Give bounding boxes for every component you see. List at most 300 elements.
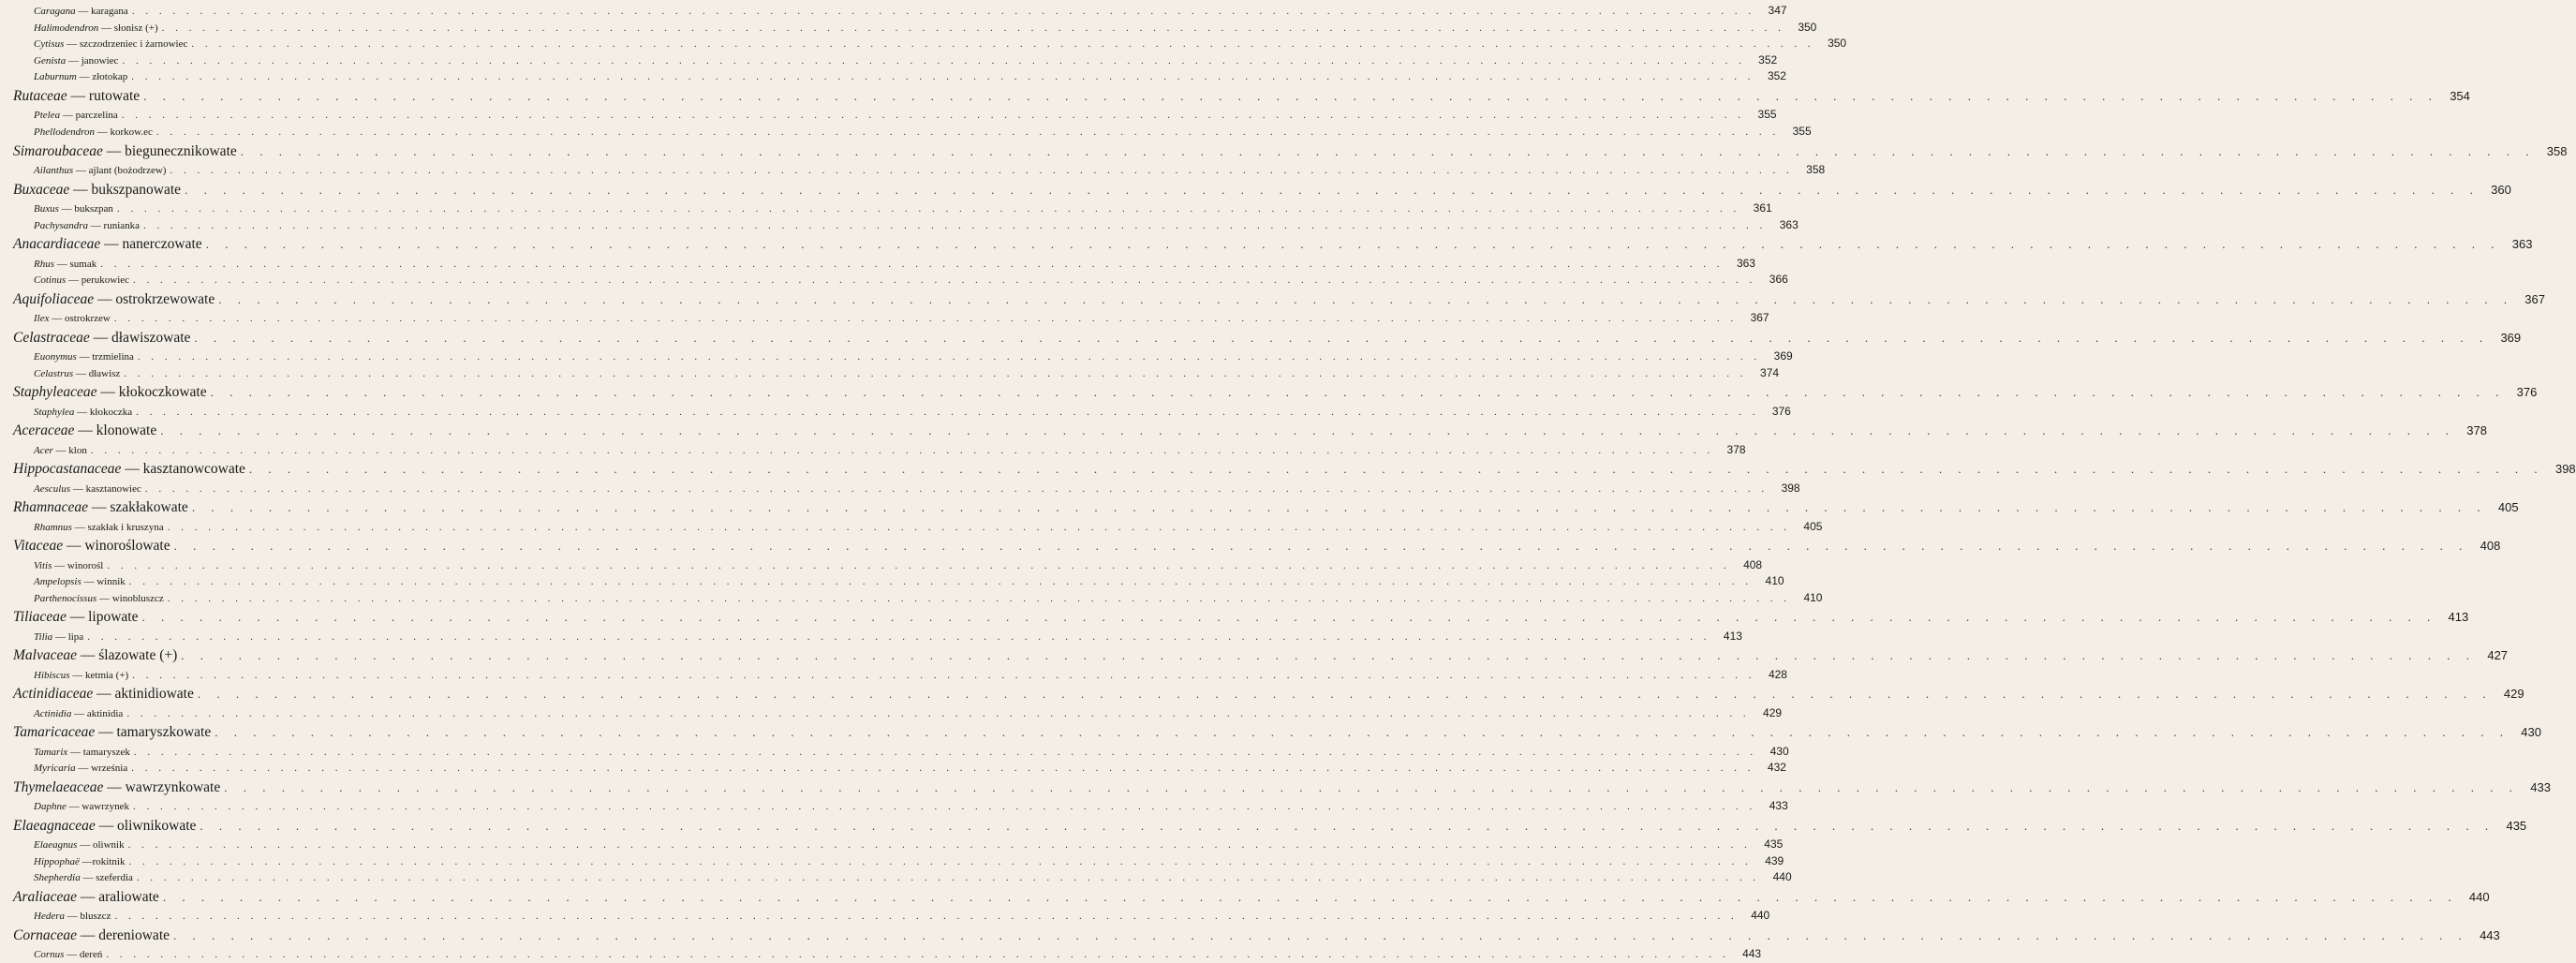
- page-number: 347: [1768, 4, 1787, 17]
- page-number: 369: [2500, 330, 2522, 345]
- latin-name: Aceraceae: [13, 422, 75, 439]
- toc-entry-text: [34, 745, 130, 761]
- dash-separator: —: [52, 559, 67, 571]
- dash-separator: —: [73, 164, 89, 176]
- dash-separator: —: [94, 126, 111, 138]
- latin-name: Cornus: [34, 949, 65, 961]
- toc-entry-text: [34, 125, 153, 141]
- toc-entry-text: [13, 925, 170, 946]
- toc-genus-row: [13, 837, 1784, 853]
- toc-entry-text: [34, 53, 118, 69]
- dot-leader: . . . . . . . . . . . . . . . . . . . . . . . . . . . . . . . . . . . . . . . . . . . . . . . . . . . . . . . . . . . . . . . . . . . . . . . . . . . . . . . . . . . . . . . . . . . . . . . . . . . . . . . . . . . . . . . . . . . . . . . .: [113, 313, 1738, 325]
- dash-separator: —: [75, 763, 92, 775]
- latin-name: Celastrus: [34, 367, 74, 379]
- page-number: 354: [2450, 88, 2470, 103]
- dash-separator: —: [65, 911, 81, 923]
- dot-leader: . . . . . . . . . . . . . . . . . . . . . . . . . . . . . . . . . . . . . . . . . . . . . . . . . . . . . . . . . . . . . . . . . . . . . . . . . . . . . . . . . . . . . . . . . . . . . . . . . . . . . . . . . . . . . . . . . . . . . . . .: [248, 462, 2544, 477]
- toc-entry-text: [34, 349, 134, 365]
- dash-separator: —: [121, 461, 143, 478]
- toc-genus-row: [13, 348, 1793, 365]
- page-number: 413: [2448, 610, 2469, 625]
- toc-genus-row: [13, 217, 1799, 234]
- dash-separator: —: [103, 778, 126, 795]
- toc-entry-text: [13, 141, 237, 162]
- page-number: 410: [1765, 574, 1784, 588]
- latin-name: Hedera: [34, 911, 65, 923]
- latin-name: Simaroubaceae: [13, 142, 103, 159]
- page-number: 398: [2554, 462, 2576, 477]
- dot-leader: . . . . . . . . . . . . . . . . . . . . . . . . . . . . . . . . . . . . . . . . . . . . . . . . . . . . . . . . . . . . . . . . . . . . . . . . . . . . . . . . . . . . . . . . . . . . . . . . . . . . . . . . . . . . . . . . . . . . . . . .: [128, 576, 1753, 588]
- page-number: 361: [1753, 200, 1772, 215]
- polish-name: ostrokrzew: [64, 313, 111, 325]
- page-number: 413: [1723, 629, 1742, 643]
- latin-name: Malvaceae: [13, 647, 77, 664]
- toc-entry-text: [34, 21, 158, 37]
- toc-genus-row: [13, 705, 1783, 722]
- page-number: 440: [1751, 909, 1770, 923]
- toc-genus-row: [13, 3, 1787, 20]
- toc-family-row: [13, 721, 2541, 743]
- latin-name: Tilia: [34, 630, 53, 643]
- dot-leader: . . . . . . . . . . . . . . . . . . . . . . . . . . . . . . . . . . . . . . . . . . . . . . . . . . . . . . . . . . . . . . . . . . . . . . . . . . . . . . . . . . . . . . . . . . . . . . . . . . . . . . . . . . . . . . . . . . . . . . . .: [114, 911, 1739, 923]
- polish-name: tamaryszek: [82, 746, 130, 758]
- page-number: 367: [2524, 291, 2545, 306]
- dash-separator: —: [100, 236, 123, 253]
- page-number: 376: [2516, 385, 2538, 400]
- page-number: 355: [1757, 108, 1777, 122]
- toc-entry-text: [13, 420, 156, 441]
- toc-entry-text: [13, 535, 170, 556]
- dash-separator: —: [64, 38, 80, 51]
- page-number: 374: [1760, 365, 1780, 379]
- latin-name: Hippophaë: [34, 855, 80, 867]
- polish-name: janowiec: [81, 54, 119, 67]
- dot-leader: . . . . . . . . . . . . . . . . . . . . . . . . . . . . . . . . . . . . . . . . . . . . . . . . . . . . . . . . . . . . . . . . . . . . . . . . . . . . . . . . . . . . . . . . . . . . . . . . . . . . . . . . . . . . . . . . . . . . . . . .: [173, 928, 2468, 943]
- page-number: 440: [2468, 890, 2490, 905]
- toc-genus-row: [13, 365, 1780, 382]
- dash-separator: —: [60, 110, 76, 122]
- toc-genus-row: [13, 519, 1823, 536]
- page-number: 363: [2511, 237, 2533, 252]
- polish-name: parczelina: [75, 110, 118, 122]
- polish-name: kłokoczkowate: [118, 384, 207, 401]
- polish-name: dławiszowate: [111, 329, 191, 346]
- latin-name: Rutaceae: [13, 87, 67, 104]
- latin-name: Rhamnus: [34, 521, 72, 533]
- page-number: 430: [1769, 744, 1789, 758]
- polish-name: kasztanowiec: [85, 482, 141, 495]
- toc-entry-text: [13, 233, 202, 255]
- latin-name: Vitaceae: [13, 538, 64, 555]
- toc-entry-text: [34, 799, 129, 815]
- dot-leader: . . . . . . . . . . . . . . . . . . . . . . . . . . . . . . . . . . . . . . . . . . . . . . . . . . . . . . . . . . . . . . . . . . . . . . . . . . . . . . . . . . . . . . . . . . . . . . . . . . . . . . . . . . . . . . . . . . . . . . . .: [133, 801, 1756, 813]
- polish-name: tamaryszkowate: [116, 724, 212, 741]
- toc-genus-row: [13, 52, 1778, 69]
- dash-separator: —: [95, 817, 118, 834]
- latin-name: Ptelea: [34, 110, 61, 122]
- toc-entry-text: [34, 311, 111, 327]
- toc-family-row: [13, 327, 2522, 348]
- latin-name: Thymelaeaceae: [13, 778, 104, 795]
- toc-entry-text: [13, 327, 190, 348]
- toc-genus-row: [13, 946, 1762, 963]
- latin-name: Vitis: [34, 559, 52, 571]
- dot-leader: . . . . . . . . . . . . . . . . . . . . . . . . . . . . . . . . . . . . . . . . . . . . . . . . . . . . . . . . . . . . . . . . . . . . . . . . . . . . . . . . . . . . . . . . . . . . . . . . . . . . . . . . . . . . . . . . . . . . . . . .: [160, 423, 2455, 438]
- page-number: 429: [1763, 705, 1783, 719]
- page-number: 439: [1765, 853, 1784, 867]
- dash-separator: —: [69, 181, 92, 198]
- dash-separator: —: [98, 22, 114, 34]
- dot-leader: . . . . . . . . . . . . . . . . . . . . . . . . . . . . . . . . . . . . . . . . . . . . . . . . . . . . . . . . . . . . . . . . . . . . . . . . . . . . . . . . . . . . . . . . . . . . . . . . . . . . . . . . . . . . . . . . . . . . . . . .: [133, 746, 1757, 758]
- polish-name: lipowate: [88, 609, 139, 626]
- latin-name: Aesculus: [34, 482, 71, 495]
- toc-family-row: [13, 458, 2576, 480]
- toc-genus-row: [13, 481, 1800, 497]
- toc-entry-text: [34, 761, 127, 777]
- latin-name: Rhamnaceae: [13, 499, 89, 516]
- page-number: 433: [1769, 799, 1788, 813]
- latin-name: Caragana: [34, 6, 76, 17]
- page-number: 440: [1772, 870, 1792, 884]
- dash-separator: —: [96, 592, 112, 604]
- dot-leader: . . . . . . . . . . . . . . . . . . . . . . . . . . . . . . . . . . . . . . . . . . . . . . . . . . . . . . . . . . . . . . . . . . . . . . . . . . . . . . . . . . . . . . . . . . . . . . . . . . . . . . . . . . . . . . . . . . . . . . . .: [133, 274, 1756, 287]
- dot-leader: . . . . . . . . . . . . . . . . . . . . . . . . . . . . . . . . . . . . . . . . . . . . . . . . . . . . . . . . . . . . . . . . . . . . . . . . . . . . . . . . . . . . . . . . . . . . . . . . . . . . . . . . . . . . . . . . . . . . . . . .: [100, 258, 1724, 270]
- toc-entry-text: [34, 4, 128, 20]
- toc-family-row: [13, 683, 2524, 704]
- dot-leader: . . . . . . . . . . . . . . . . . . . . . . . . . . . . . . . . . . . . . . . . . . . . . . . . . . . . . . . . . . . . . . . . . . . . . . . . . . . . . . . . . . . . . . . . . . . . . . . . . . . . . . . . . . . . . . . . . . . . . . . .: [191, 500, 2487, 515]
- toc-entry-text: [34, 273, 129, 289]
- dot-leader: . . . . . . . . . . . . . . . . . . . . . . . . . . . . . . . . . . . . . . . . . . . . . . . . . . . . . . . . . . . . . . . . . . . . . . . . . . . . . . . . . . . . . . . . . . . . . . . . . . . . . . . . . . . . . . . . . . . . . . . .: [155, 126, 1780, 138]
- toc-entry-text: [34, 366, 120, 382]
- table-of-contents: [13, 3, 2576, 963]
- polish-name: ketmia (+): [85, 669, 129, 681]
- latin-name: Genista: [34, 54, 67, 67]
- dash-separator: —: [77, 889, 99, 906]
- toc-genus-row: [13, 68, 1786, 85]
- page-number: 432: [1767, 761, 1786, 775]
- toc-family-row: [13, 420, 2487, 441]
- page-number: 363: [1779, 217, 1799, 231]
- dot-leader: . . . . . . . . . . . . . . . . . . . . . . . . . . . . . . . . . . . . . . . . . . . . . . . . . . . . . . . . . . . . . . . . . . . . . . . . . . . . . . . . . . . . . . . . . . . . . . . . . . . . . . . . . . . . . . . . . . . . . . . .: [87, 630, 1710, 643]
- dot-leader: . . . . . . . . . . . . . . . . . . . . . . . . . . . . . . . . . . . . . . . . . . . . . . . . . . . . . . . . . . . . . . . . . . . . . . . . . . . . . . . . . . . . . . . . . . . . . . . . . . . . . . . . . . . . . . . . . . . . . . . .: [218, 291, 2513, 306]
- dash-separator: —: [88, 499, 111, 516]
- dash-separator: —: [73, 367, 89, 379]
- dot-leader: . . . . . . . . . . . . . . . . . . . . . . . . . . . . . . . . . . . . . . . . . . . . . . . . . . . . . . . . . . . . . . . . . . . . . . . . . . . . . . . . . . . . . . . . . . . . . . . . . . . . . . . . . . . . . . . . . . . . . . . .: [200, 818, 2495, 833]
- page-number: 363: [1736, 256, 1755, 270]
- dash-separator: —: [49, 313, 65, 325]
- dash-separator: —: [76, 351, 93, 363]
- dot-leader: . . . . . . . . . . . . . . . . . . . . . . . . . . . . . . . . . . . . . . . . . . . . . . . . . . . . . . . . . . . . . . . . . . . . . . . . . . . . . . . . . . . . . . . . . . . . . . . . . . . . . . . . . . . . . . . . . . . . . . . .: [107, 559, 1731, 571]
- latin-name: Hippocastanaceae: [13, 461, 122, 478]
- dot-leader: . . . . . . . . . . . . . . . . . . . . . . . . . . . . . . . . . . . . . . . . . . . . . . . . . . . . . . . . . . . . . . . . . . . . . . . . . . . . . . . . . . . . . . . . . . . . . . . . . . . . . . . . . . . . . . . . . . . . . . . .: [141, 610, 2437, 625]
- page-number: 360: [2491, 182, 2511, 197]
- page-number: 408: [1743, 557, 1763, 571]
- latin-name: Anacardiaceae: [13, 236, 101, 253]
- latin-name: Actinidia: [34, 707, 72, 719]
- toc-entry-text: [34, 706, 123, 722]
- toc-family-row: [13, 815, 2527, 837]
- toc-family-row: [13, 535, 2501, 556]
- page-number: 369: [1773, 349, 1793, 363]
- page-number: 355: [1792, 124, 1812, 138]
- toc-entry-text: [13, 606, 138, 628]
- toc-entry-text: [34, 837, 125, 853]
- toc-entry-text: [34, 558, 103, 574]
- polish-name: winorośl: [67, 559, 104, 571]
- dot-leader: . . . . . . . . . . . . . . . . . . . . . . . . . . . . . . . . . . . . . . . . . . . . . . . . . . . . . . . . . . . . . . . . . . . . . . . . . . . . . . . . . . . . . . . . . . . . . . . . . . . . . . . . . . . . . . . . . . . . . . . .: [126, 707, 1751, 719]
- polish-name: lipa: [67, 630, 84, 643]
- dash-separator: —: [74, 422, 96, 439]
- dash-separator: —: [71, 707, 87, 719]
- polish-name: kasztanowcowate: [142, 461, 245, 478]
- polish-name: bukszpanowate: [91, 181, 182, 198]
- dash-separator: —: [58, 202, 75, 215]
- dot-leader: . . . . . . . . . . . . . . . . . . . . . . . . . . . . . . . . . . . . . . . . . . . . . . . . . . . . . . . . . . . . . . . . . . . . . . . . . . . . . . . . . . . . . . . . . . . . . . . . . . . . . . . . . . . . . . . . . . . . . . . .: [144, 482, 1769, 495]
- latin-name: Rhus: [34, 258, 54, 270]
- dash-separator: —: [77, 927, 99, 944]
- latin-name: Elaeagnaceae: [13, 817, 96, 834]
- latin-name: Ilex: [34, 313, 50, 325]
- dot-leader: . . . . . . . . . . . . . . . . . . . . . . . . . . . . . . . . . . . . . . . . . . . . . . . . . . . . . . . . . . . . . . . . . . . . . . . . . . . . . . . . . . . . . . . . . . . . . . . . . . . . . . . . . . . . . . . . . . . . . . . .: [162, 890, 2458, 905]
- toc-entry-text: [13, 381, 207, 403]
- toc-family-row: [13, 777, 2551, 798]
- page-number: 378: [1726, 442, 1746, 456]
- toc-entry-text: [34, 870, 133, 886]
- page-number: 378: [2466, 423, 2487, 438]
- toc-entry-text: [34, 591, 164, 607]
- dash-separator: —: [67, 87, 89, 104]
- dot-leader: . . . . . . . . . . . . . . . . . . . . . . . . . . . . . . . . . . . . . . . . . . . . . . . . . . . . . . . . . . . . . . . . . . . . . . . . . . . . . . . . . . . . . . . . . . . . . . . . . . . . . . . . . . . . . . . . . . . . . . . .: [136, 872, 1760, 884]
- page-number: 358: [1806, 162, 1826, 176]
- polish-name: trzmielina: [92, 351, 134, 363]
- dot-leader: . . . . . . . . . . . . . . . . . . . . . . . . . . . . . . . . . . . . . . . . . . . . . . . . . . . . . . . . . . . . . . . . . . . . . . . . . . . . . . . . . . . . . . . . . . . . . . . . . . . . . . . . . . . . . . . . . . . . . . . .: [224, 779, 2519, 794]
- page-number: 410: [1803, 590, 1823, 604]
- latin-name: Staphyleaceae: [13, 384, 97, 401]
- polish-name: ajlant (bożodrzew): [88, 164, 167, 176]
- dash-separator: —: [79, 855, 93, 867]
- latin-name: Acer: [34, 444, 53, 456]
- page-number: 435: [1764, 837, 1784, 852]
- dot-leader: . . . . . . . . . . . . . . . . . . . . . . . . . . . . . . . . . . . . . . . . . . . . . . . . . . . . . . . . . . . . . . . . . . . . . . . . . . . . . . . . . . . . . . . . . . . . . . . . . . . . . . . . . . . . . . . . . . . . . . . .: [137, 351, 1761, 363]
- toc-entry-text: [34, 108, 118, 124]
- latin-name: Buxaceae: [13, 181, 70, 198]
- polish-name: rutowate: [88, 87, 141, 104]
- toc-family-row: [13, 179, 2511, 200]
- toc-genus-row: [13, 573, 1784, 590]
- dash-separator: —: [52, 444, 69, 456]
- page-number: 433: [2530, 779, 2551, 794]
- toc-family-row: [13, 886, 2490, 908]
- dash-separator: —: [77, 647, 99, 664]
- polish-name: aktinidia: [86, 707, 124, 719]
- toc-genus-row: [13, 908, 1770, 925]
- toc-genus-row: [13, 853, 1784, 870]
- latin-name: Ampelopsis: [34, 576, 81, 588]
- page-number: 352: [1767, 69, 1786, 83]
- toc-entry-text: [34, 443, 87, 459]
- polish-name: oliwnikowate: [117, 817, 197, 834]
- polish-name: rokitnik: [92, 855, 126, 867]
- polish-name: wawrzynek: [81, 801, 130, 813]
- polish-name: szakłak i kruszyna: [87, 521, 164, 533]
- toc-genus-row: [13, 20, 1817, 37]
- dot-leader: . . . . . . . . . . . . . . . . . . . . . . . . . . . . . . . . . . . . . . . . . . . . . . . . . . . . . . . . . . . . . . . . . . . . . . . . . . . . . . . . . . . . . . . . . . . . . . . . . . . . . . . . . . . . . . . . . . . . . . . .: [197, 687, 2493, 702]
- toc-entry-text: [34, 947, 102, 963]
- toc-genus-row: [13, 760, 1786, 777]
- dot-leader: . . . . . . . . . . . . . . . . . . . . . . . . . . . . . . . . . . . . . . . . . . . . . . . . . . . . . . . . . . . . . . . . . . . . . . . . . . . . . . . . . . . . . . . . . . . . . . . . . . . . . . . . . . . . . . . . . . . . . . . .: [143, 88, 2438, 103]
- toc-family-row: [13, 496, 2519, 518]
- toc-genus-row: [13, 798, 1788, 815]
- polish-name: nanerczowate: [122, 236, 202, 253]
- toc-entry-text: [13, 85, 140, 107]
- dash-separator: —: [70, 482, 86, 495]
- page-number: 405: [1803, 519, 1823, 533]
- latin-name: Myricaria: [34, 763, 76, 775]
- latin-name: Pachysandra: [34, 219, 89, 231]
- dot-leader: . . . . . . . . . . . . . . . . . . . . . . . . . . . . . . . . . . . . . . . . . . . . . . . . . . . . . . . . . . . . . . . . . . . . . . . . . . . . . . . . . . . . . . . . . . . . . . . . . . . . . . . . . . . . . . . . . . . . . . . .: [131, 71, 1754, 83]
- page-number: 376: [1771, 404, 1791, 418]
- dot-leader: . . . . . . . . . . . . . . . . . . . . . . . . . . . . . . . . . . . . . . . . . . . . . . . . . . . . . . . . . . . . . . . . . . . . . . . . . . . . . . . . . . . . . . . . . . . . . . . . . . . . . . . . . . . . . . . . . . . . . . . .: [181, 648, 2477, 663]
- dash-separator: —: [96, 384, 119, 401]
- toc-entry-text: [13, 644, 177, 666]
- latin-name: Celastraceae: [13, 329, 90, 346]
- latin-name: Buxus: [34, 202, 59, 215]
- dot-leader: . . . . . . . . . . . . . . . . . . . . . . . . . . . . . . . . . . . . . . . . . . . . . . . . . . . . . . . . . . . . . . . . . . . . . . . . . . . . . . . . . . . . . . . . . . . . . . . . . . . . . . . . . . . . . . . . . . . . . . . .: [116, 202, 1740, 215]
- dot-leader: . . . . . . . . . . . . . . . . . . . . . . . . . . . . . . . . . . . . . . . . . . . . . . . . . . . . . . . . . . . . . . . . . . . . . . . . . . . . . . . . . . . . . . . . . . . . . . . . . . . . . . . . . . . . . . . . . . . . . . . .: [136, 406, 1759, 418]
- latin-name: Cotinus: [34, 274, 67, 287]
- latin-name: Tamarix: [34, 746, 68, 758]
- toc-genus-row: [13, 256, 1755, 273]
- page-number: 427: [2487, 648, 2509, 663]
- latin-name: Daphne: [34, 801, 67, 813]
- dash-separator: —: [63, 538, 85, 555]
- toc-genus-row: [13, 404, 1791, 421]
- polish-name: września: [91, 763, 128, 775]
- toc-entry-text: [34, 482, 141, 497]
- dot-leader: . . . . . . . . . . . . . . . . . . . . . . . . . . . . . . . . . . . . . . . . . . . . . . . . . . . . . . . . . . . . . . . . . . . . . . . . . . . . . . . . . . . . . . . . . . . . . . . . . . . . . . . . . . . . . . . . . . . . . . . .: [106, 949, 1730, 961]
- latin-name: Shepherdia: [34, 872, 81, 884]
- dot-leader: . . . . . . . . . . . . . . . . . . . . . . . . . . . . . . . . . . . . . . . . . . . . . . . . . . . . . . . . . . . . . . . . . . . . . . . . . . . . . . . . . . . . . . . . . . . . . . . . . . . . . . . . . . . . . . . . . . . . . . . .: [124, 367, 1748, 379]
- page-number: 443: [1742, 947, 1762, 961]
- toc-entry-text: [13, 683, 194, 704]
- toc-entry-text: [13, 179, 181, 200]
- polish-name: klonowate: [96, 422, 157, 439]
- dot-leader: . . . . . . . . . . . . . . . . . . . . . . . . . . . . . . . . . . . . . . . . . . . . . . . . . . . . . . . . . . . . . . . . . . . . . . . . . . . . . . . . . . . . . . . . . . . . . . . . . . . . . . . . . . . . . . . . . . . . . . . .: [143, 219, 1767, 231]
- toc-family-row: [13, 289, 2545, 310]
- dot-leader: . . . . . . . . . . . . . . . . . . . . . . . . . . . . . . . . . . . . . . . . . . . . . . . . . . . . . . . . . . . . . . . . . . . . . . . . . . . . . . . . . . . . . . . . . . . . . . . . . . . . . . . . . . . . . . . . . . . . . . . .: [240, 143, 2536, 158]
- dot-leader: . . . . . . . . . . . . . . . . . . . . . . . . . . . . . . . . . . . . . . . . . . . . . . . . . . . . . . . . . . . . . . . . . . . . . . . . . . . . . . . . . . . . . . . . . . . . . . . . . . . . . . . . . . . . . . . . . . . . . . . .: [210, 385, 2506, 400]
- page-number: 408: [2480, 539, 2501, 554]
- polish-name: ostrokrzewowate: [115, 290, 215, 307]
- dot-leader: . . . . . . . . . . . . . . . . . . . . . . . . . . . . . . . . . . . . . . . . . . . . . . . . . . . . . . . . . . . . . . . . . . . . . . . . . . . . . . . . . . . . . . . . . . . . . . . . . . . . . . . . . . . . . . . . . . . . . . . .: [173, 539, 2469, 554]
- toc-family-row: [13, 644, 2509, 666]
- toc-entry-text: [34, 520, 164, 536]
- toc-genus-row: [13, 124, 1812, 141]
- toc-genus-row: [13, 869, 1792, 886]
- dot-leader: . . . . . . . . . . . . . . . . . . . . . . . . . . . . . . . . . . . . . . . . . . . . . . . . . . . . . . . . . . . . . . . . . . . . . . . . . . . . . . . . . . . . . . . . . . . . . . . . . . . . . . . . . . . . . . . . . . . . . . . .: [170, 164, 1794, 176]
- dash-separator: —: [76, 71, 93, 83]
- toc-genus-row: [13, 200, 1772, 217]
- toc-family-row: [13, 141, 2568, 162]
- latin-name: Araliaceae: [13, 889, 78, 906]
- toc-entry-text: [34, 668, 128, 684]
- toc-genus-row: [13, 590, 1823, 607]
- latin-name: Ailanthus: [34, 164, 74, 176]
- toc-family-row: [13, 381, 2538, 403]
- toc-entry-text: [34, 69, 127, 85]
- toc-entry-text: [13, 496, 188, 518]
- latin-name: Tiliaceae: [13, 609, 67, 626]
- latin-name: Elaeagnus: [34, 839, 78, 852]
- polish-name: ślazowate (+): [98, 647, 178, 664]
- dash-separator: —: [52, 630, 68, 643]
- dash-separator: —: [67, 746, 83, 758]
- polish-name: araliowate: [98, 889, 159, 906]
- polish-name: perukowiec: [81, 274, 130, 287]
- toc-entry-text: [13, 886, 159, 908]
- toc-entry-text: [34, 854, 125, 870]
- dash-separator: —: [81, 576, 97, 588]
- toc-genus-row: [13, 442, 1746, 459]
- toc-entry-text: [34, 630, 83, 645]
- page-number: 350: [1828, 37, 1847, 51]
- toc-entry-text: [34, 574, 126, 590]
- toc-genus-row: [13, 557, 1763, 574]
- toc-entry-text: [34, 37, 187, 52]
- dash-separator: —: [93, 686, 115, 703]
- polish-name: szeferdia: [96, 872, 133, 884]
- toc-entry-text: [34, 201, 113, 217]
- toc-entry-text: [34, 163, 166, 179]
- latin-name: Tamaricaceae: [13, 724, 96, 741]
- latin-name: Cytisus: [34, 38, 65, 51]
- page-number: 366: [1769, 273, 1788, 287]
- toc-entry-text: [34, 909, 111, 925]
- toc-entry-text: [13, 777, 220, 798]
- dash-separator: —: [66, 609, 89, 626]
- toc-entry-text: [13, 721, 211, 743]
- toc-genus-row: [13, 107, 1777, 124]
- dot-leader: . . . . . . . . . . . . . . . . . . . . . . . . . . . . . . . . . . . . . . . . . . . . . . . . . . . . . . . . . . . . . . . . . . . . . . . . . . . . . . . . . . . . . . . . . . . . . . . . . . . . . . . . . . . . . . . . . . . . . . . .: [131, 763, 1754, 775]
- dot-leader: . . . . . . . . . . . . . . . . . . . . . . . . . . . . . . . . . . . . . . . . . . . . . . . . . . . . . . . . . . . . . . . . . . . . . . . . . . . . . . . . . . . . . . . . . . . . . . . . . . . . . . . . . . . . . . . . . . . . . . . .: [191, 38, 1815, 51]
- dash-separator: —: [54, 258, 70, 270]
- dash-separator: —: [71, 521, 88, 533]
- toc-genus-row: [13, 162, 1826, 179]
- polish-name: biegunecznikowate: [125, 142, 237, 159]
- dash-separator: —: [94, 290, 116, 307]
- polish-name: bukszpan: [74, 202, 113, 215]
- dash-separator: —: [74, 406, 90, 418]
- page-number: 429: [2503, 687, 2524, 702]
- toc-genus-row: [13, 744, 1789, 761]
- toc-genus-row: [13, 272, 1788, 289]
- dash-separator: —: [66, 801, 82, 813]
- dot-leader: . . . . . . . . . . . . . . . . . . . . . . . . . . . . . . . . . . . . . . . . . . . . . . . . . . . . . . . . . . . . . . . . . . . . . . . . . . . . . . . . . . . . . . . . . . . . . . . . . . . . . . . . . . . . . . . . . . . . . . . .: [131, 6, 1755, 17]
- toc-entry-text: [13, 458, 245, 480]
- dot-leader: . . . . . . . . . . . . . . . . . . . . . . . . . . . . . . . . . . . . . . . . . . . . . . . . . . . . . . . . . . . . . . . . . . . . . . . . . . . . . . . . . . . . . . . . . . . . . . . . . . . . . . . . . . . . . . . . . . . . . . . .: [167, 521, 1791, 533]
- polish-name: szakłakowate: [110, 499, 188, 516]
- toc-family-row: [13, 606, 2469, 628]
- toc-family-row: [13, 85, 2470, 107]
- page-number: 428: [1768, 667, 1787, 681]
- latin-name: Hibiscus: [34, 669, 70, 681]
- page-number: 398: [1781, 481, 1800, 495]
- dash-separator: —: [66, 274, 81, 287]
- page-number: 367: [1750, 311, 1769, 325]
- latin-name: Halimodendron: [34, 22, 99, 34]
- polish-name: dereń: [79, 949, 103, 961]
- page-number: 405: [2497, 500, 2519, 515]
